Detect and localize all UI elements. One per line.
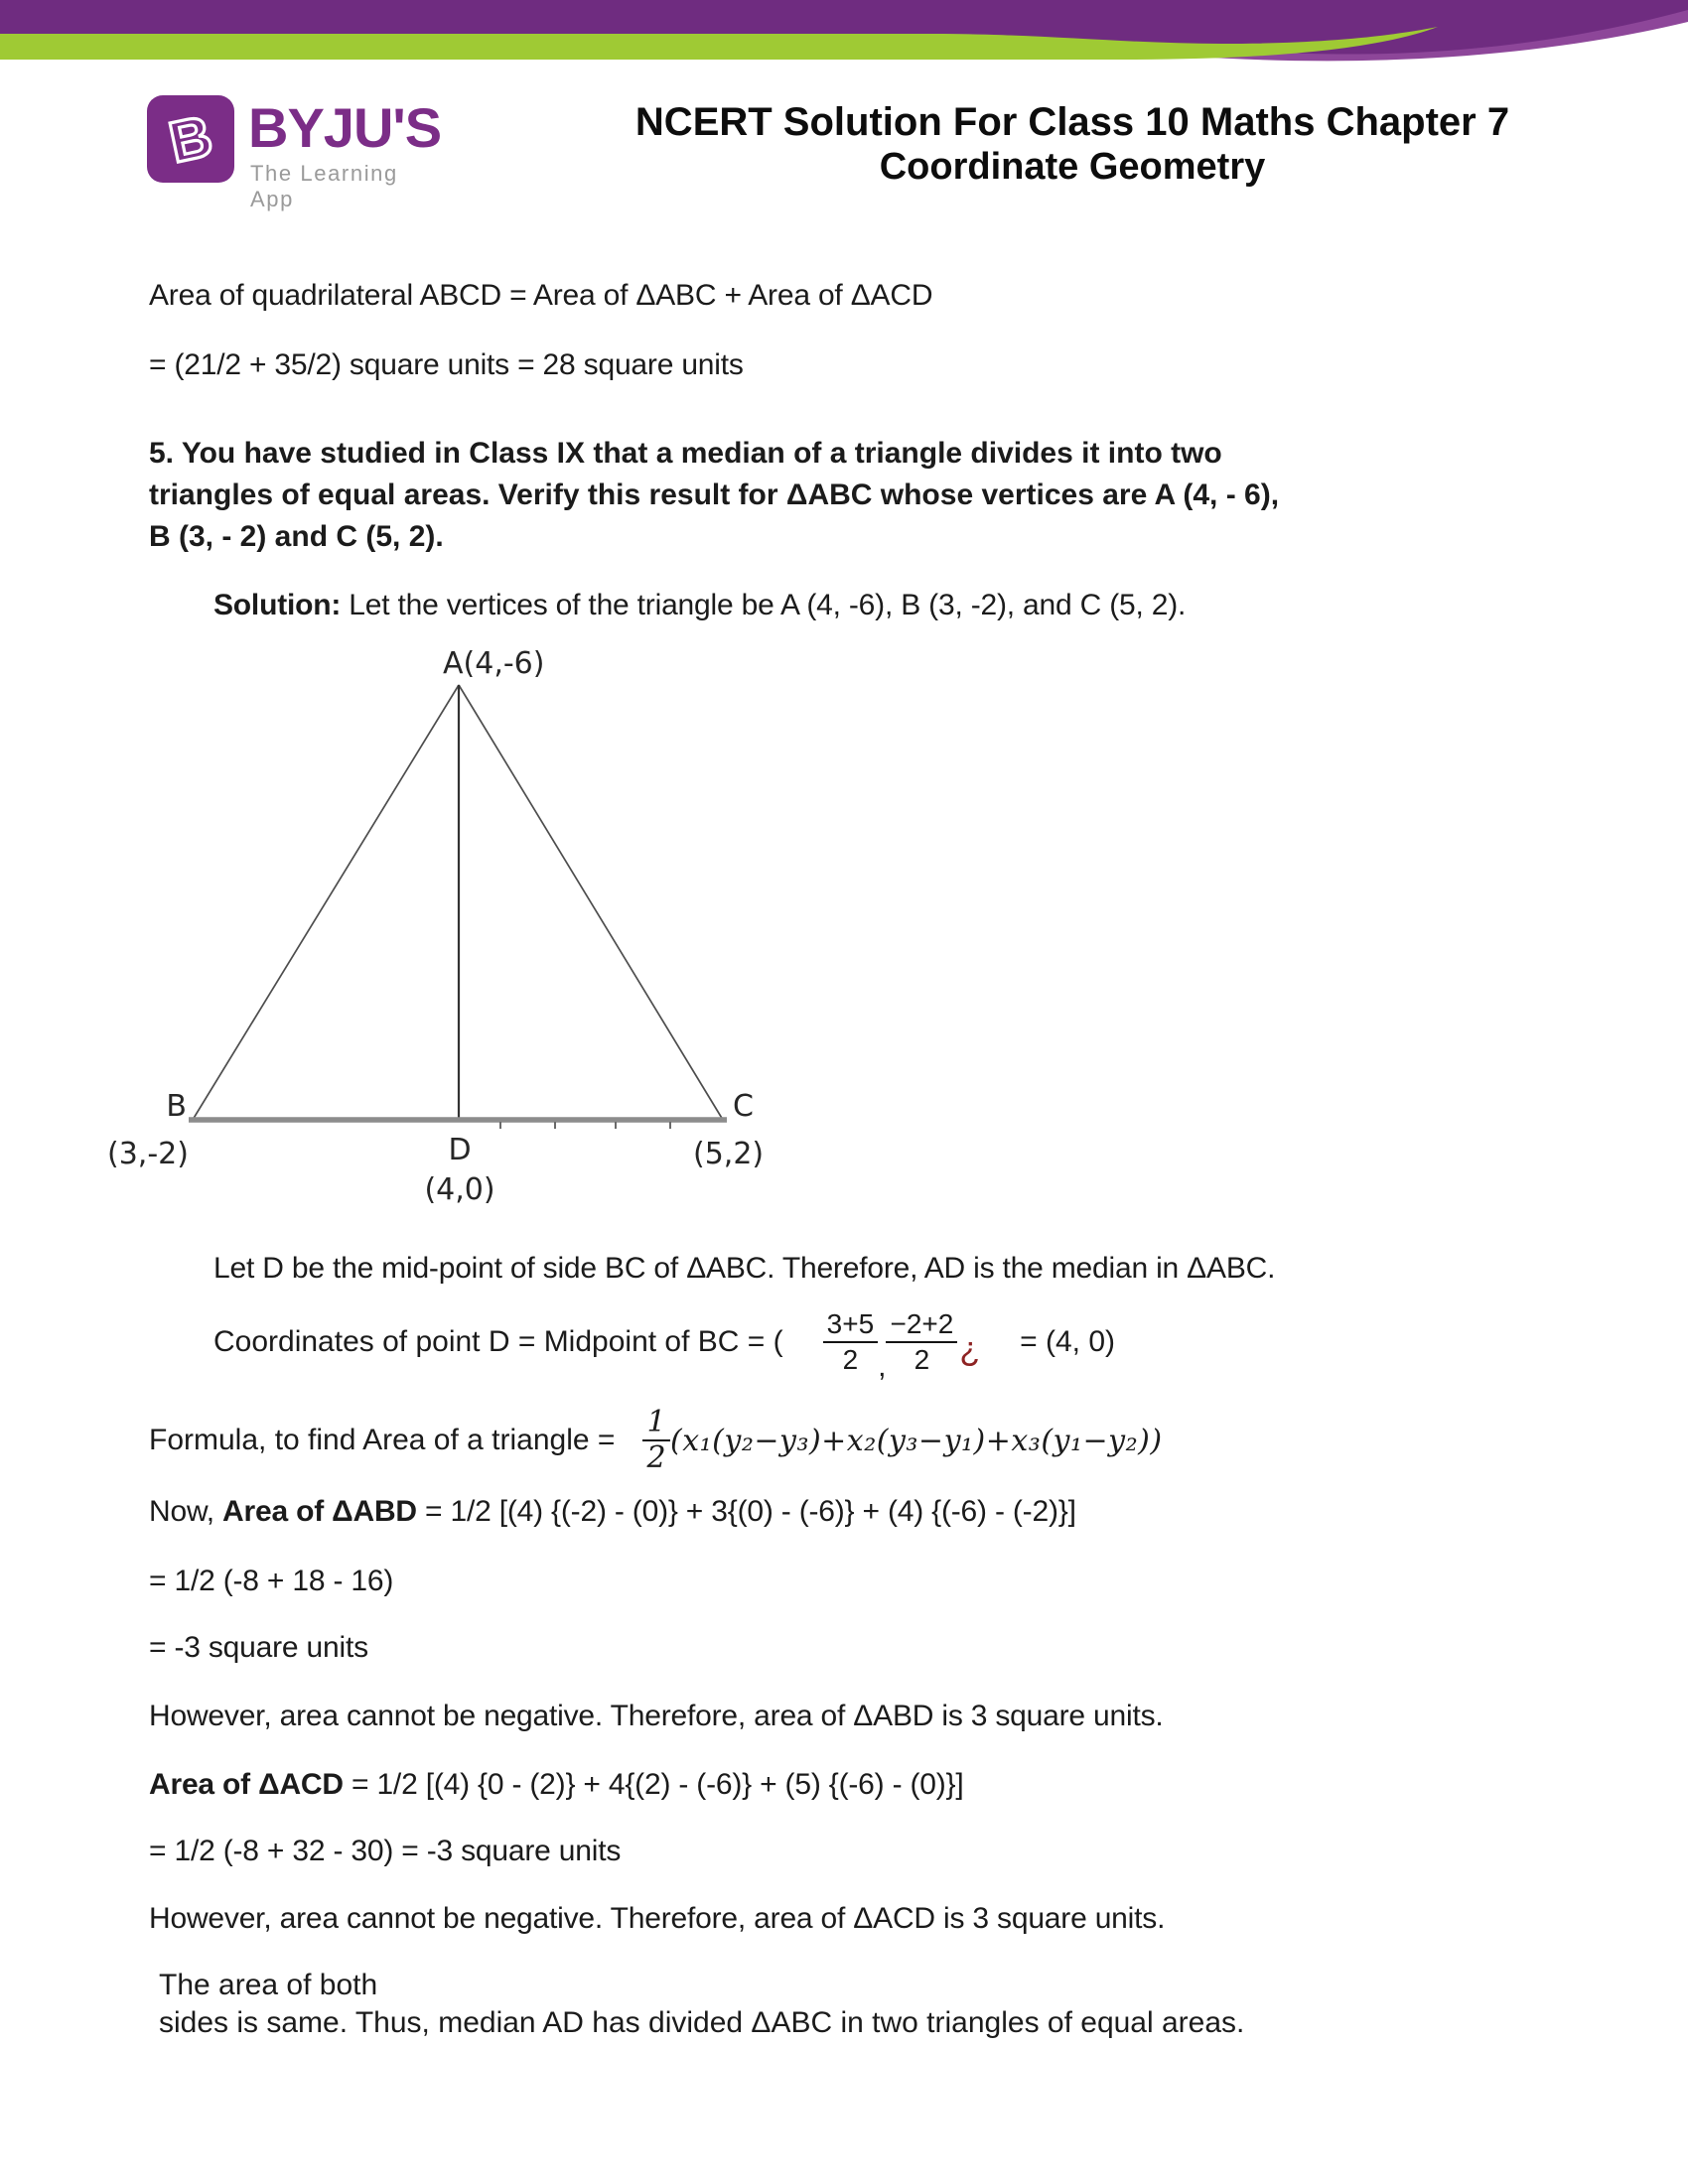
page-title-line2: Coordinate Geometry xyxy=(879,146,1266,188)
inverted-question-glyph: ¿ xyxy=(959,1329,981,1368)
abd-step-line: = 1/2 (-8 + 18 - 16) xyxy=(149,1565,394,1597)
midpoint-calc-result: = (4, 0) xyxy=(1020,1325,1115,1358)
fraction-x xyxy=(823,1309,879,1375)
fraction-x-denominator: 2 xyxy=(842,1344,859,1375)
point-d-label: D xyxy=(448,1133,472,1167)
midpoint-calc-prefix: Coordinates of point D = Midpoint of BC = ( xyxy=(213,1325,783,1358)
question-5-line3: B (3, - 2) and C (5, 2). xyxy=(149,520,444,553)
midpoint-calculation xyxy=(213,1300,1115,1384)
point-d-coord: (4,0) xyxy=(424,1172,495,1207)
abd-area-title: Area of ΔABD xyxy=(222,1495,417,1528)
question-5-line2: triangles of equal areas. Verify this result for ΔABC whose vertices are A (4, - 6), xyxy=(149,478,1280,511)
fraction-y-numerator: −2+2 xyxy=(886,1309,957,1343)
area-formula-line xyxy=(149,1396,1163,1485)
closing-paragraph xyxy=(159,1967,1244,2042)
vertex-c-label: C xyxy=(733,1089,754,1124)
vertex-a-label: A(4,-6) xyxy=(443,646,545,681)
fraction-y xyxy=(886,1309,957,1375)
abd-area-expression: = 1/2 [(4) {(-2) - (0)} + 3{(0) - (-6)} + (4) {(-6) - (-2)}] xyxy=(416,1495,1076,1528)
header-band xyxy=(0,0,1688,71)
vertex-b-coord: (3,-2) xyxy=(107,1137,189,1171)
acd-area-title: Area of ΔACD xyxy=(149,1768,344,1801)
acd-step-line: = 1/2 (-8 + 32 - 30) = -3 square units xyxy=(149,1835,622,1867)
byjus-wordmark: BYJU'S xyxy=(248,96,442,159)
formula-half-numerator: 1 xyxy=(642,1408,670,1441)
area-result-line: = (21/2 + 35/2) square units = 28 square units xyxy=(149,348,744,381)
question-5-line1: 5. You have studied in Class IX that a median of a triangle divides it into two xyxy=(149,437,1222,470)
svg-text:B: B xyxy=(163,103,218,176)
byjus-badge-letter-icon xyxy=(147,95,234,183)
fraction-comma: , xyxy=(878,1350,887,1383)
page-title-line1: NCERT Solution For Class 10 Maths Chapter 7 xyxy=(634,100,1510,144)
area-formula-prefix: Formula, to find Area of a triangle = xyxy=(149,1424,616,1456)
formula-half-fraction xyxy=(642,1405,670,1475)
abd-area-line xyxy=(149,1495,1076,1529)
closing-line1: The area of both xyxy=(159,1969,378,2001)
closing-line2: sides is same. Thus, median AD has divided ΔABC in two triangles of equal areas. xyxy=(159,2006,1245,2039)
area-formula-expression: (x₁(y₂−y₃)+x₂(y₃−y₁)+x₃(y₁−y₂)) xyxy=(670,1423,1163,1458)
midpoint-statement: Let D be the mid-point of side BC of ΔABC. Therefore, AD is the median in ΔABC. xyxy=(213,1252,1276,1285)
acd-note-line: However, area cannot be negative. Therefore, area of ΔACD is 3 square units. xyxy=(149,1902,1166,1935)
abd-area-lead: Now, xyxy=(149,1495,223,1528)
solution-label: Solution: xyxy=(213,589,342,621)
page-title xyxy=(556,99,1589,189)
acd-area-expression: = 1/2 [(4) {0 - (2)} + 4{(2) - (-6)} + (5) {(-6) - (0)}] xyxy=(343,1768,964,1801)
question-5 xyxy=(149,433,1559,558)
solution-text: Let the vertices of the triangle be A (4, -6), B (3, -2), and C (5, 2). xyxy=(341,589,1187,621)
side-ab-line xyxy=(193,685,459,1120)
vertex-c-coord: (5,2) xyxy=(693,1137,765,1171)
byjus-badge xyxy=(147,95,234,183)
solution-line xyxy=(213,589,1186,622)
abd-note-line: However, area cannot be negative. Therefore, area of ΔABD is 3 square units. xyxy=(149,1700,1164,1732)
fraction-x-numerator: 3+5 xyxy=(823,1309,879,1343)
fraction-y-denominator: 2 xyxy=(914,1344,930,1375)
side-ac-line xyxy=(459,685,723,1120)
abd-result-line: = -3 square units xyxy=(149,1631,368,1664)
byjus-tagline: The Learning App xyxy=(250,161,398,211)
acd-area-line xyxy=(149,1768,964,1802)
byjus-logo xyxy=(147,95,445,211)
triangle-figure xyxy=(79,625,794,1221)
formula-half-denominator: 2 xyxy=(646,1440,667,1475)
area-sum-line: Area of quadrilateral ABCD = Area of ΔABC + Area of ΔACD xyxy=(149,279,933,312)
vertex-b-label: B xyxy=(166,1089,187,1124)
